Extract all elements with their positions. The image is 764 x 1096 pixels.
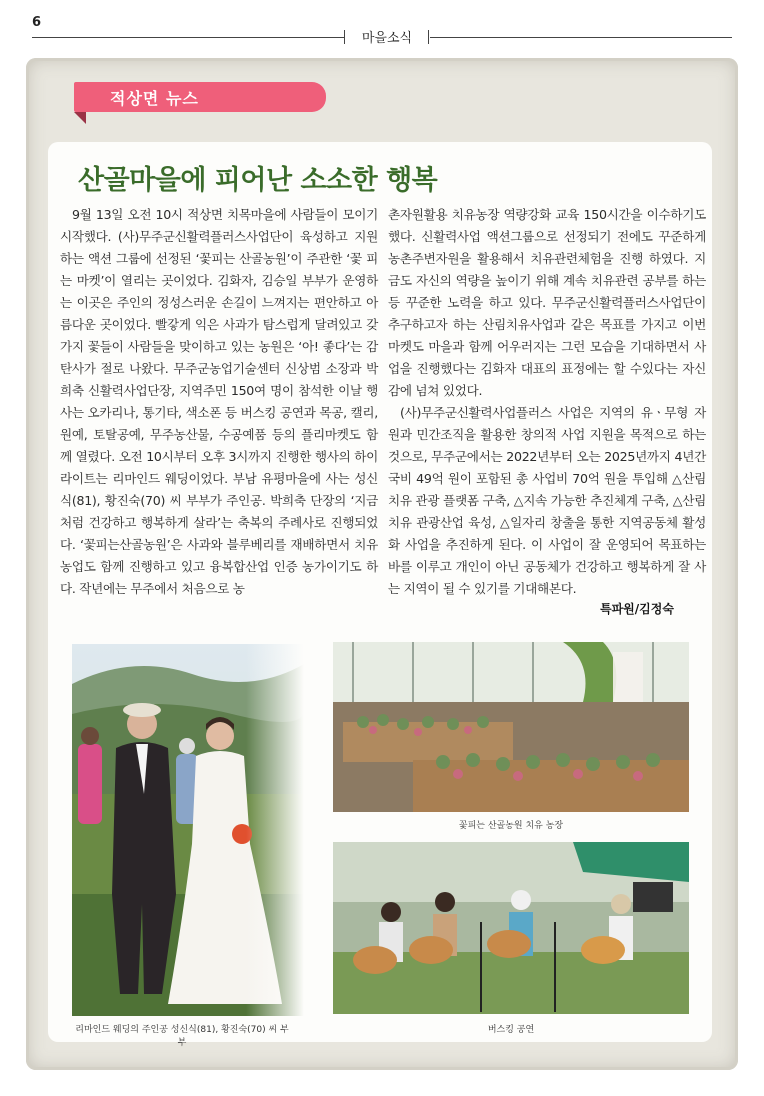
header-rule-right	[430, 37, 732, 38]
article-column-right	[388, 204, 706, 600]
header-tick-left	[344, 30, 345, 44]
byline: 특파원/김정숙	[600, 602, 674, 616]
article-headline: 산골마을에 피어난 소소한 행복	[78, 165, 438, 196]
article-paragraph: 촌자원활용 치유농장 역량강화 교육 150시간을 이수하기도 했다. 신활력사업 액션그룹으로 선정되기 전에도 꾸준하게 농촌주변자원을 활용해서 치유관련체험을 진행 하였다. 지금도 자신의 역량을 높이기 위해 계속 치유관련 공부를 하는 등 꾸준한 노력을 하고 있다. 무주군신활력플러스사업단이 추구하고자 하는 산림치유사업과 같은 목표를 가지고 이번 마켓도 마을과 함께 어우러지는 그런 모습을 기대하면서 사업을 진행했다는 김화자 대표의 표정에는 할 수있다는 자신감에 넘쳐 있었다.	[388, 207, 706, 398]
section-tab-title: 적상면 뉴스	[110, 89, 199, 108]
article-column-left	[60, 204, 378, 600]
header-rule-left	[32, 37, 344, 38]
wedding-photo-caption: 리마인드 웨딩의 주인공 성신식(81), 황진숙(70) 씨 부부	[75, 1025, 289, 1048]
page-number: 6	[32, 15, 42, 30]
header-tick-right	[428, 30, 429, 44]
article-paragraph: (사)무주군신활력사업플러스 사업은 지역의 유ㆍ무형 자원과 민간조직을 활용한 창의적 사업 지원을 목적으로 하는 것으로, 무주군에서는 2022년부터 오는 2025년까지 4년간 국비 49억 원이 포함된 총 사업비 70억 원을 투입해 △산림치유 관광 플랫폼 구축, △지속 가능한 추진체계 구축, △산림치유 관광산업 육성, △일자리 창출을 통한 지역공동체 활성화 사업을 추진하게 된다. 이 사업이 잘 운영되어 목표하는 바를 이루고 개인이 아닌 공동체가 건강하고 행복하게 잘 사는 지역이 될 수 있기를 기대해본다.	[388, 405, 706, 596]
farm-photo	[333, 642, 689, 812]
section-title: 마을소식	[361, 31, 413, 46]
wedding-photo	[72, 644, 304, 1016]
farm-photo-caption: 꽃피는 산골농원 치유 농장	[458, 821, 564, 831]
busking-photo	[333, 842, 689, 1014]
busking-photo-caption: 버스킹 공연	[487, 1025, 535, 1035]
article-paragraph: 9월 13일 오전 10시 적상면 치목마을에 사람들이 모이기 시작했다. (사)무주군신활력플러스사업단이 육성하고 지원하는 액션 그룹에 선정된 ‘꽃피는 산골농원’이 주관한 ‘꽃 피는 마켓’이 열리는 곳이었다. 김화자, 김승일 부부가 운영하는 이곳은 주인의 정성스러운 손길이 느껴지는 편안하고 아름다운 곳이었다. 빨갛게 익은 사과가 탐스럽게 달려있고 갖가지 꽃들이 사람들을 맞이하고 있는 농원은 ‘아! 좋다’는 감탄사가 절로 나왔다. 무주군농업기술센터 신상범 소장과 박희축 신활력사업단장, 지역주민 150여 명이 참석한 이날 행사는 오카리나, 통기타, 색소폰 등 버스킹 공연과 목공, 캘리, 원예, 토탈공예, 무주농산물, 수공예품 등의 플리마켓도 함께 열렸다. 오전 10시부터 오후 3시까지 진행한 행사의 하이라이트는 리마인드 웨딩이었다. 부남 유평마을에 사는 성신식(81), 황진숙(70) 씨 부부가 주인공. 박희축 단장의 ‘지금처럼 건강하고 행복하게 살라’는 축복의 주례사로 진행되었다. ‘꽃피는산골농원’은 사과와 블루베리를 재배하면서 치유농업도 함께 진행하고 있고 융복합산업 인증 농가이기도 하다. 작년에는 무주에서 처음으로 농	[60, 207, 378, 596]
tab-fold	[74, 112, 86, 124]
